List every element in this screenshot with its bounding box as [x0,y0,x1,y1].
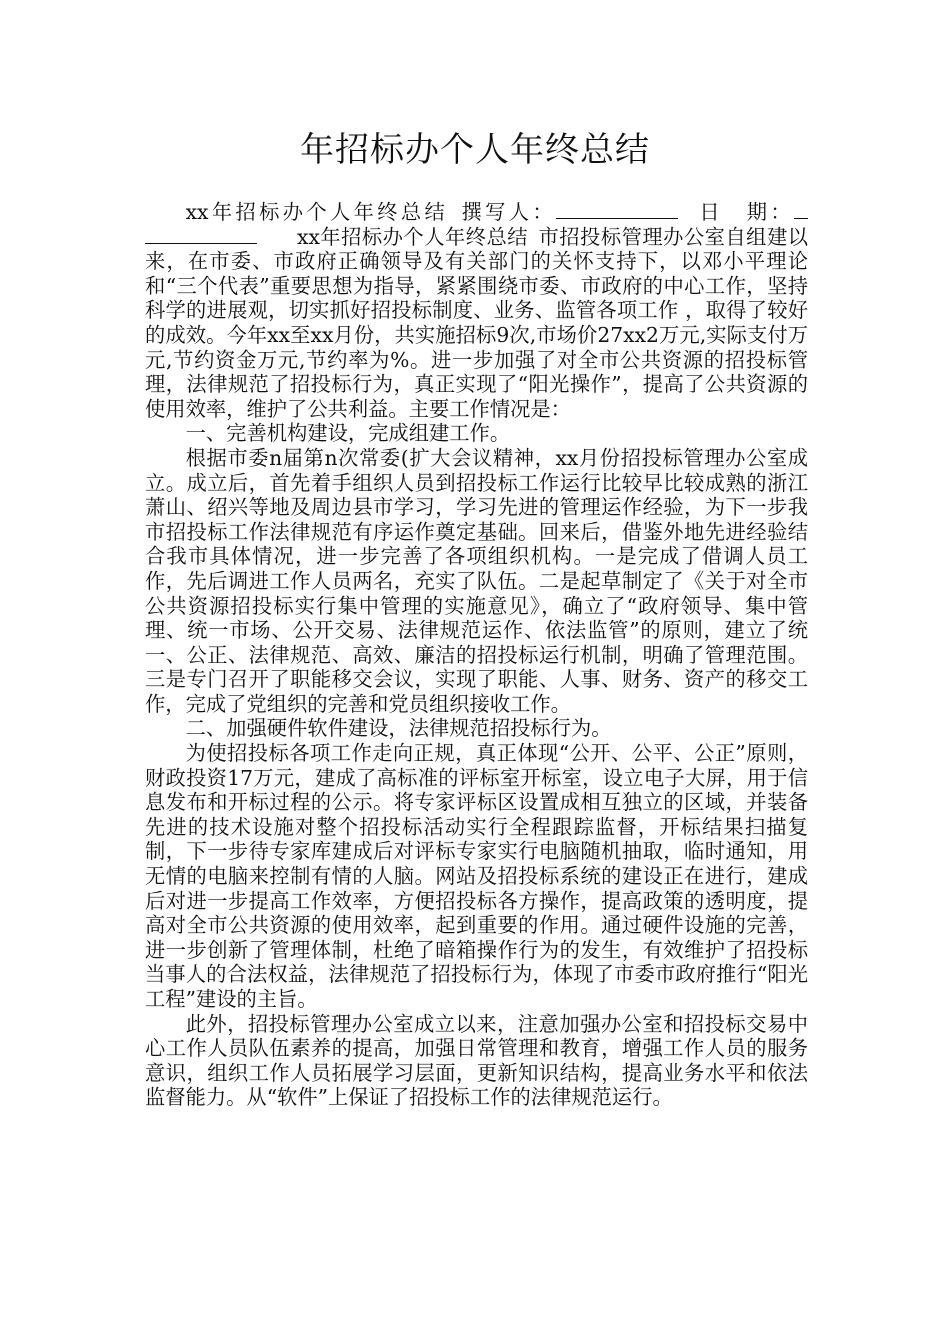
author-blank [556,200,678,219]
document-title: 年招标办个人年终总结 [300,130,650,170]
opening-text: 市招投标管理办公室自组建以来，在市委、市政府正确领导及有关部门的关怀支持下，以邓小平理论和“三个代表”重要思想为指导，紧紧围绕市委、市政府的中心工作，坚持科学的进展观，切实抓好招投标制度、业务、监管各项工作 ，取得了较好的成效。今年xx至xx月份，共实施招标9次,市场价27xx2万元,实际支付万元,节约资金万元,节约率为%。进一步加强了对全市公共资源的招投标管理，法律规范了招投标行为，真正实现了“阳光操作”，提高了公共资源的使用效率，维护了公共利益。主要工作情况是： [145,224,808,421]
body-paragraph-2: 为使招投标各项工作走向正规，真正体现“公开、公平、公正”原则，财政投资17万元，建成了高标准的评标室开标室，设立电子大屏，用于信息发布和开标过程的公示。将专家评标区设置成相互独立的区域，并装备先进的技术设施对整个招投标活动实行全程跟踪监督，开标结果扫描复制，下一步待专家库建成后对评标专家实行电脑随机抽取，临时通知，用无情的电脑来控制有情的人脑。网站及招投标系统的建设正在进行，建成后对进一步提高工作效率，方便招投标各方操作，提高政策的透明度，提高对全市公共资源的使用效率，起到重要的作用。通过硬件设施的完善，进一步创新了管理体制，杜绝了暗箱操作行为的发生，有效维护了招投标当事人的合法权益，法律规范了招投标行为，体现了市委市政府推行“阳光工程”建设的主旨。 [145,741,808,1011]
header-paragraph [145,200,808,421]
body-paragraph-1: 根据市委n届第n次常委(扩大会议精神，xx月份招投标管理办公室成立。成立后，首先着手组织人员到招投标工作运行比较早比较成熟的浙江萧山、绍兴等地及周边县市学习，学习先进的管理运作经验，为下一步我市招投标工作法律规范有序运作奠定基础。回来后，借鉴外地先进经验结合我市具体情况，进一步完善了各项组织机构。一是完成了借调人员工作，先后调进工作人员两名，充实了队伍。二是起草制定了《关于对全市公共资源招投标实行集中管理的实施意见》，确立了“政府领导、集中管理、统一市场、公开交易、法律规范运作、依法监管”的原则，建立了统一、公正、法律规范、高效、廉洁的招投标运行机制，明确了管理范围。三是专门召开了职能移交会议，实现了职能、人事、财务、资产的移交工作，完成了党组织的完善和党员组织接收工作。 [145,445,808,716]
date-blank-part2 [145,225,257,244]
document-body [145,200,808,1110]
opening-subject: xx年招标办个人年终总结 [297,224,529,249]
header-subject: xx年招标办个人年终总结 [185,200,449,224]
author-label: 撰写人： [458,200,557,224]
section-heading-1: 一、完善机构建设，完成组建工作。 [185,421,511,446]
date-label: 日 期： [696,200,794,224]
section-heading-2: 二、加强硬件软件建设，法律规范招投标行为。 [185,716,612,741]
body-paragraph-3: 此外，招投标管理办公室成立以来，注意加强办公室和招投标交易中心工作人员队伍素养的提高，加强日常管理和教育，增强工作人员的服务意识，组织工作人员拓展学习层面，更新知识结构，提高业务水平和依法监督能力。从“软件”上保证了招投标工作的法律规范运行。 [145,1011,808,1110]
date-blank-part1 [794,200,808,219]
